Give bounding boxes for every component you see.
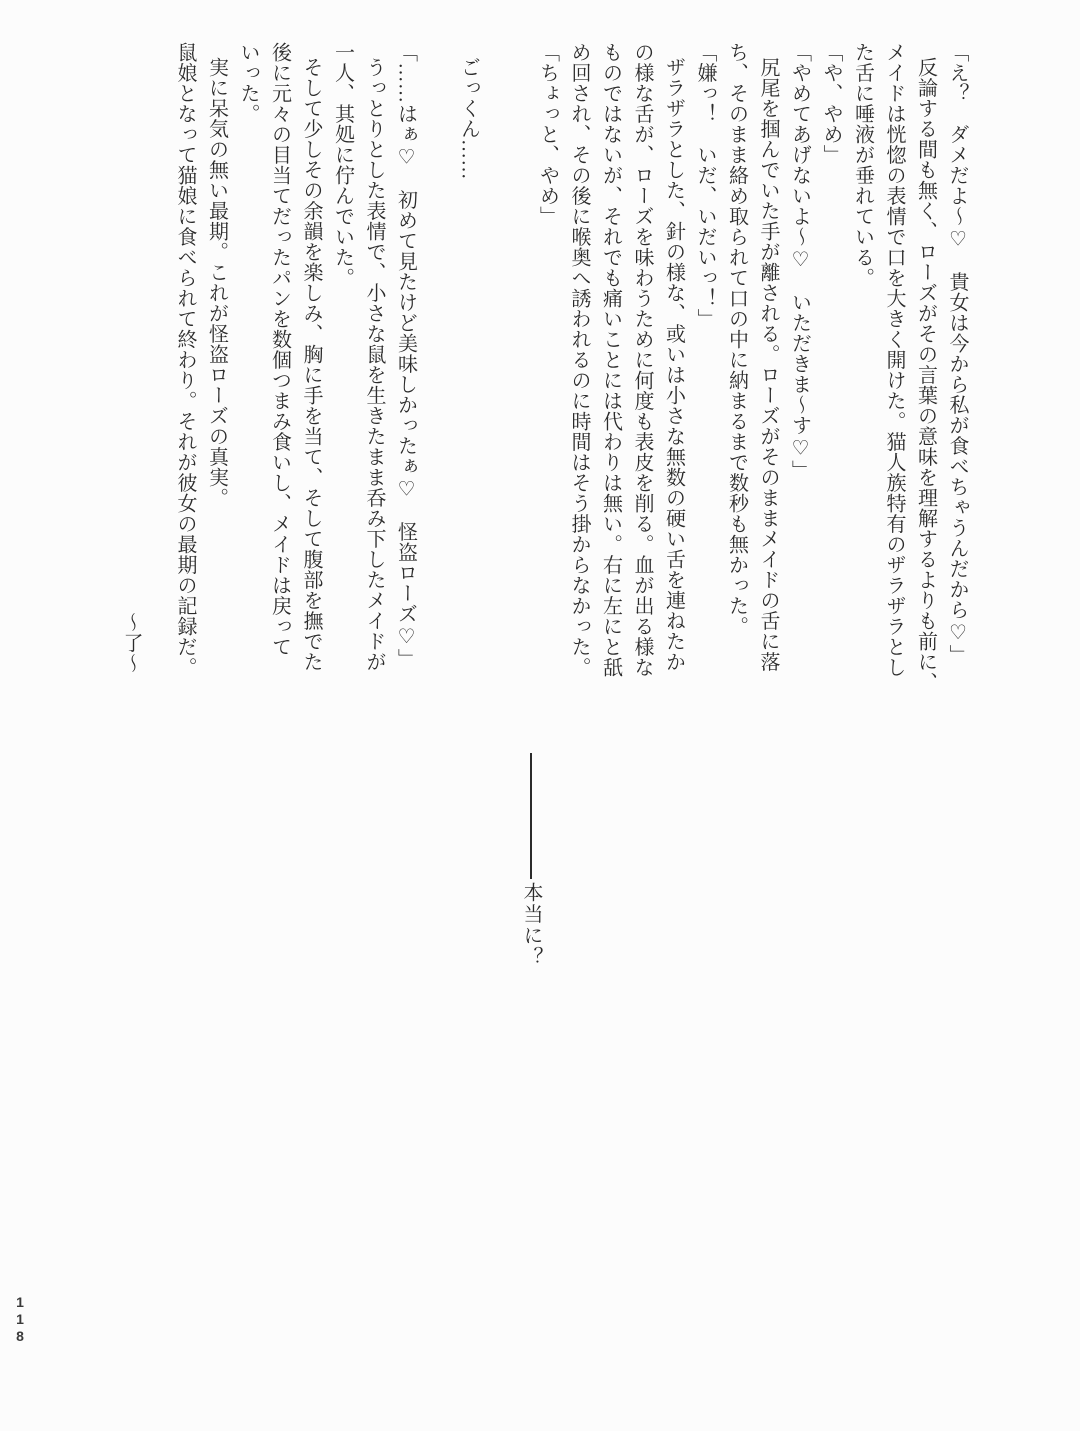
- text-column: 実に呆気の無い最期。これが怪盗ローズの真実。: [205, 57, 228, 508]
- text-column: 鼠娘となって猫娘に食べられて終わり。それが彼女の最期の記録だ。: [174, 42, 196, 678]
- long-dash-rule: [530, 753, 532, 879]
- text-column: 「や、やめ」: [820, 42, 842, 165]
- text-column: 「え？ ダメだよ～♡ 貴女は今から私が食べちゃうんだから♡」: [946, 42, 968, 665]
- text-column: た舌に唾液が垂れている。: [851, 42, 874, 288]
- text-column: ごっくん……: [457, 57, 480, 180]
- text-column: 「……はぁ♡ 初めて見たけど美味しかったぁ♡ 怪盗ローズ♡」: [394, 42, 417, 669]
- interjection-line: [517, 753, 545, 968]
- text-column: 「ちょっと、やめ」: [536, 42, 559, 227]
- blank-column: [484, 42, 516, 718]
- text-column: うっとりとした表情で、小さな鼠を生きたまま呑み下したメイドが: [363, 57, 385, 672]
- text-column: 「嫌っ！ いだ、いだいっ！」: [694, 42, 716, 329]
- text-block-left: [169, 42, 516, 718]
- text-column: 反論する間も無く、ローズがその言葉の意味を理解するよりも前に、: [914, 57, 937, 693]
- text-block-right: [531, 42, 972, 718]
- page-number: 118: [12, 1294, 28, 1345]
- text-column: 「やめてあげないよ～♡ いただきま～す♡」: [788, 42, 811, 481]
- text-column: 尻尾を掴んでいた手が離される。ローズがそのままメイドの舌に落: [757, 57, 779, 672]
- text-column: メイドは恍惚の表情で口を大きく開けた。猫人族特有のザラザラとし: [883, 42, 905, 678]
- text-column: 一人、其処に佇んでいた。: [331, 42, 354, 288]
- text-column: め回され、その後に喉奥へ誘われるのに時間はそう掛からなかった。: [568, 42, 590, 678]
- text-column: 後に元々の目当てだったパンを数個つまみ食いし、メイドは戻って: [268, 42, 291, 657]
- ending-mark: ～了～: [120, 612, 142, 674]
- text-column: の様な舌が、ローズを味わうために何度も表皮を削る。血が出る様な: [631, 42, 653, 678]
- text-column: いった。: [237, 42, 259, 124]
- text-column: ザラザラとした、針の様な、或いは小さな無数の硬い舌を連ねたか: [662, 57, 685, 672]
- text-column: ち、そのまま絡め取られて口の中に納まるまで数秒も無かった。: [725, 42, 748, 637]
- text-column: ものではないが、それでも痛いことには代わりは無い。右に左にと舐: [599, 42, 622, 678]
- interjection-text: 本当に？: [520, 882, 542, 968]
- blank-column: [421, 42, 453, 718]
- text-column: そして少しその余韻を楽しみ、胸に手を当て、そして腹部を撫でた: [300, 57, 322, 672]
